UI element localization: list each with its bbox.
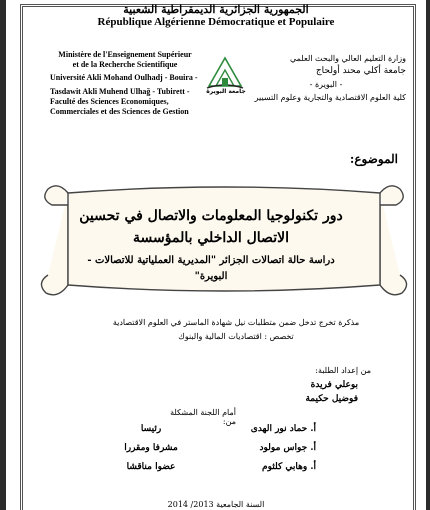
ministry-line-1: Ministère de l'Enseignement Supérieur (58, 50, 192, 59)
jury-member-row (116, 424, 316, 440)
french-institution-header (50, 50, 200, 117)
student-name: بوعلي فريدة (310, 380, 358, 390)
city-ar-line: - البويرة - (309, 80, 343, 89)
faculty-line-2: Commerciales et des Sciences de Gestion (50, 107, 189, 116)
prepared-by-label: من إعداد الطلبة: (315, 366, 371, 375)
university-ar-line: جامعة أكلي محند أولحاج (315, 66, 406, 76)
jury-member-name: أ. وهابي كلثوم (262, 462, 316, 472)
thesis-title-block (76, 205, 346, 285)
university-logo-icon (205, 52, 245, 92)
subject-label: الموضوع: (349, 152, 398, 166)
jury-member-role: عضوا مناقشا (126, 462, 176, 472)
thesis-title-line-1: دور تكنولوجيا المعلومات والاتصال في تحسين (79, 208, 343, 224)
university-line: Université Akli Mohand Oulhadj - Bouira - (50, 73, 198, 82)
memo-line-1: مذكرة تخرج تدخل ضمن متطلبات نيل شهادة الماستر في العلوم الاقتصادية (112, 318, 360, 327)
jury-member-row (116, 462, 316, 478)
faculty-ar-line: كلية العلوم الاقتصادية والتجارية وعلوم التسيير (254, 93, 406, 102)
jury-member-role: مشرفا ومقررا (124, 443, 178, 453)
university-berber-line: Tasdawit Akli Muhend Ulhağ - Tubirett - (50, 87, 190, 96)
academic-year: السنة الجامعية 2013/ 2014 (167, 500, 265, 509)
jury-label: أمام اللجنة المشكلة من: (170, 408, 236, 426)
memo-line-2: تخصص : اقتصاديات المالية والبنوك (178, 332, 294, 341)
thesis-title-line-2: الاتصال الداخلي بالمؤسسة (133, 230, 289, 246)
republic-title-ar: الجمهورية الجزائرية الديمقراطية الشعبية (123, 3, 309, 16)
ministry-line-2: et de la Recherche Scientifique (72, 60, 178, 69)
jury-member-row (116, 443, 316, 459)
jury-member-name: أ. حماد نور الهدى (250, 424, 316, 434)
student-name: فوضيل حكيمة (305, 394, 358, 404)
republic-title-fr: République Algérienne Démocratique et Populaire (97, 16, 335, 28)
jury-member-name: أ. جواس مولود (259, 443, 316, 453)
document-page (6, 0, 426, 510)
logo-caption: جامعة البويرة (206, 88, 246, 95)
case-study-line: دراسة حالة اتصالات الجزائر "المديرية العملياتية للاتصالات - البويرة" (87, 255, 335, 282)
memo-description (106, 316, 366, 344)
jury-member-role: رئيسا (140, 424, 162, 434)
ministry-ar-line: وزارة التعليم العالي والبحث العلمي (290, 54, 406, 63)
faculty-line-1: Faculté des Sciences Economiques, (50, 97, 169, 106)
arabic-institution-header (246, 52, 406, 104)
